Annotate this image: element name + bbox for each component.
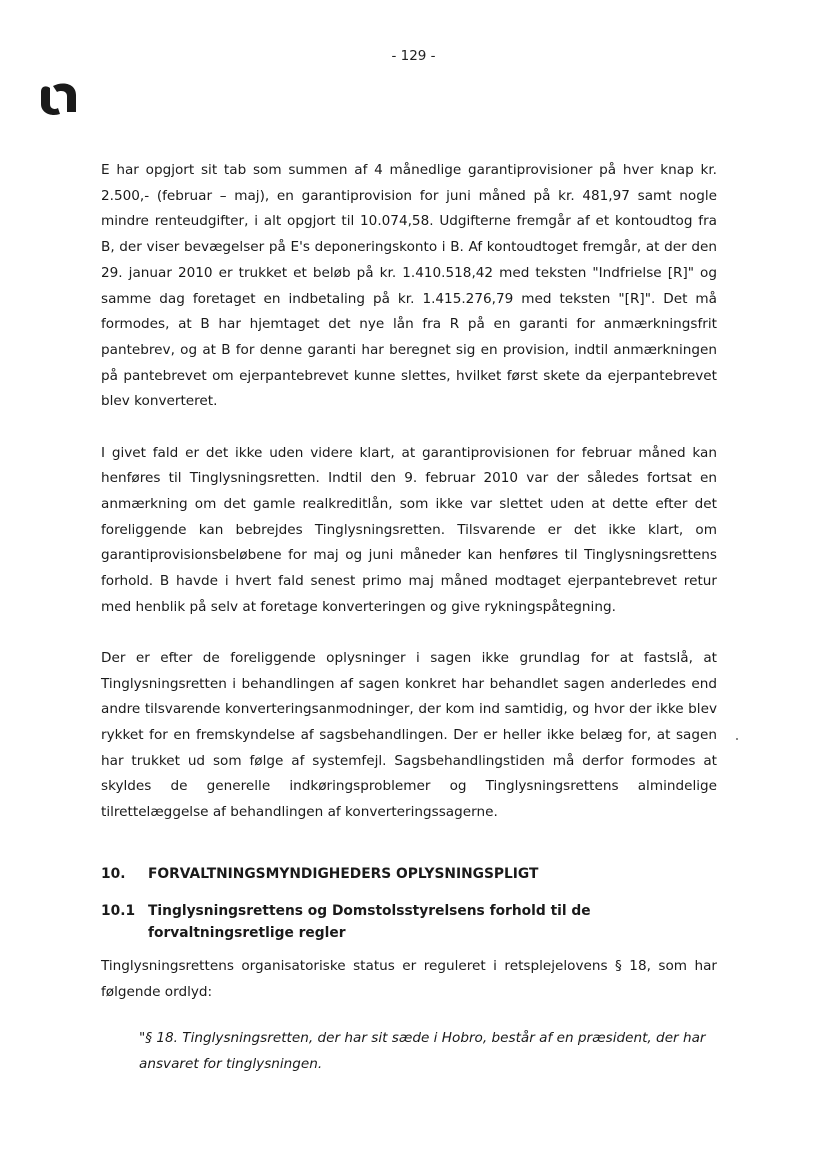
page-number: - 129 -: [391, 48, 436, 64]
law-quote: "§ 18. Tinglysningsretten, der har sit sæde i Hobro, består af en præsident, der har ansvaret for tinglysningen.: [139, 1030, 706, 1072]
section-title: FORVALTNINGSMYNDIGHEDERS OPLYSNINGSPLIGT: [148, 865, 539, 882]
section-heading: [101, 863, 717, 885]
section-number: 10.: [101, 865, 126, 882]
margin-mark: [736, 738, 738, 740]
paragraph-2: I givet fald er det ikke uden videre klart, at garantiprovisionen for februar måned kan henføres til Tinglysningsretten. Indtil den 9. februar 2010 var der således fortsat en anmærkning om det gamle realkreditlån, som ikke var slettet uden at dette efter det foreliggende kan bebrejdes Tinglysningsretten. Tilsvarende er det ikke klart, om garantiprovisionsbeløbene for maj og juni måneder kan henføres til Tinglysningsrettens forhold. B havde i hvert fald senest primo maj måned modtaget ejerpantebrevet retur med henblik på selv at foretage konverteringen og give rykningspåtegning.: [101, 444, 717, 615]
document-body: [101, 158, 717, 1078]
subsection-heading: [101, 900, 717, 944]
ombudsman-logo-icon: [38, 82, 80, 116]
subsection-paragraph: Tinglysningsrettens organisatoriske status er reguleret i retsplejelovens § 18, som har følgende ordlyd:: [101, 957, 717, 1000]
paragraph-1: E har opgjort sit tab som summen af 4 månedlige garantiprovisioner på hver knap kr. 2.500,- (februar – maj), en garantiprovision for juni måned på kr. 481,97 samt nogle mindre renteudgifter, i alt opgjort til 10.074,58. Udgifterne fremgår af et kontoudtog fra B, der viser bevægelser på E's deponeringskonto i B. Af kontoudtoget fremgår, at der den 29. januar 2010 er trukket et beløb på kr. 1.410.518,42 med teksten "Indfrielse [R]" og samme dag foretaget en indbetaling på kr. 1.415.276,79 med teksten "[R]". Det må formodes, at B har hjemtaget det nye lån fra R på en garanti for anmærkningsfrit pantebrev, og at B for denne garanti har beregnet sig en provision, indtil anmærkningen på pantebrevet om ejerpantebrevet kunne slettes, hvilket først skete da ejerpantebrevet blev konverteret.: [101, 162, 717, 410]
subsection-number: 10.1: [101, 902, 136, 919]
subsection-title: Tinglysningsrettens og Domstolsstyrelsens forhold til de forvaltningsretlige regler: [148, 902, 591, 941]
paragraph-3: Der er efter de foreliggende oplysninger i sagen ikke grundlag for at fastslå, at Tinglysningsretten i behandlingen af sagen konkret har behandlet sagen anderledes end andre tilsvarende konverteringsanmodninger, der kom ind samtidig, og hvor der ikke blev rykket for en fremskyndelse af sagsbehandlingen. Der er heller ikke belæg for, at sagen har trukket ud som følge af systemfejl. Sagsbehandlingstiden må derfor formodes at skyldes de generelle indkøringsproblemer og Tinglysningsrettens almindelige tilrettelæggelse af behandlingen af konverteringssagerne.: [101, 649, 717, 821]
